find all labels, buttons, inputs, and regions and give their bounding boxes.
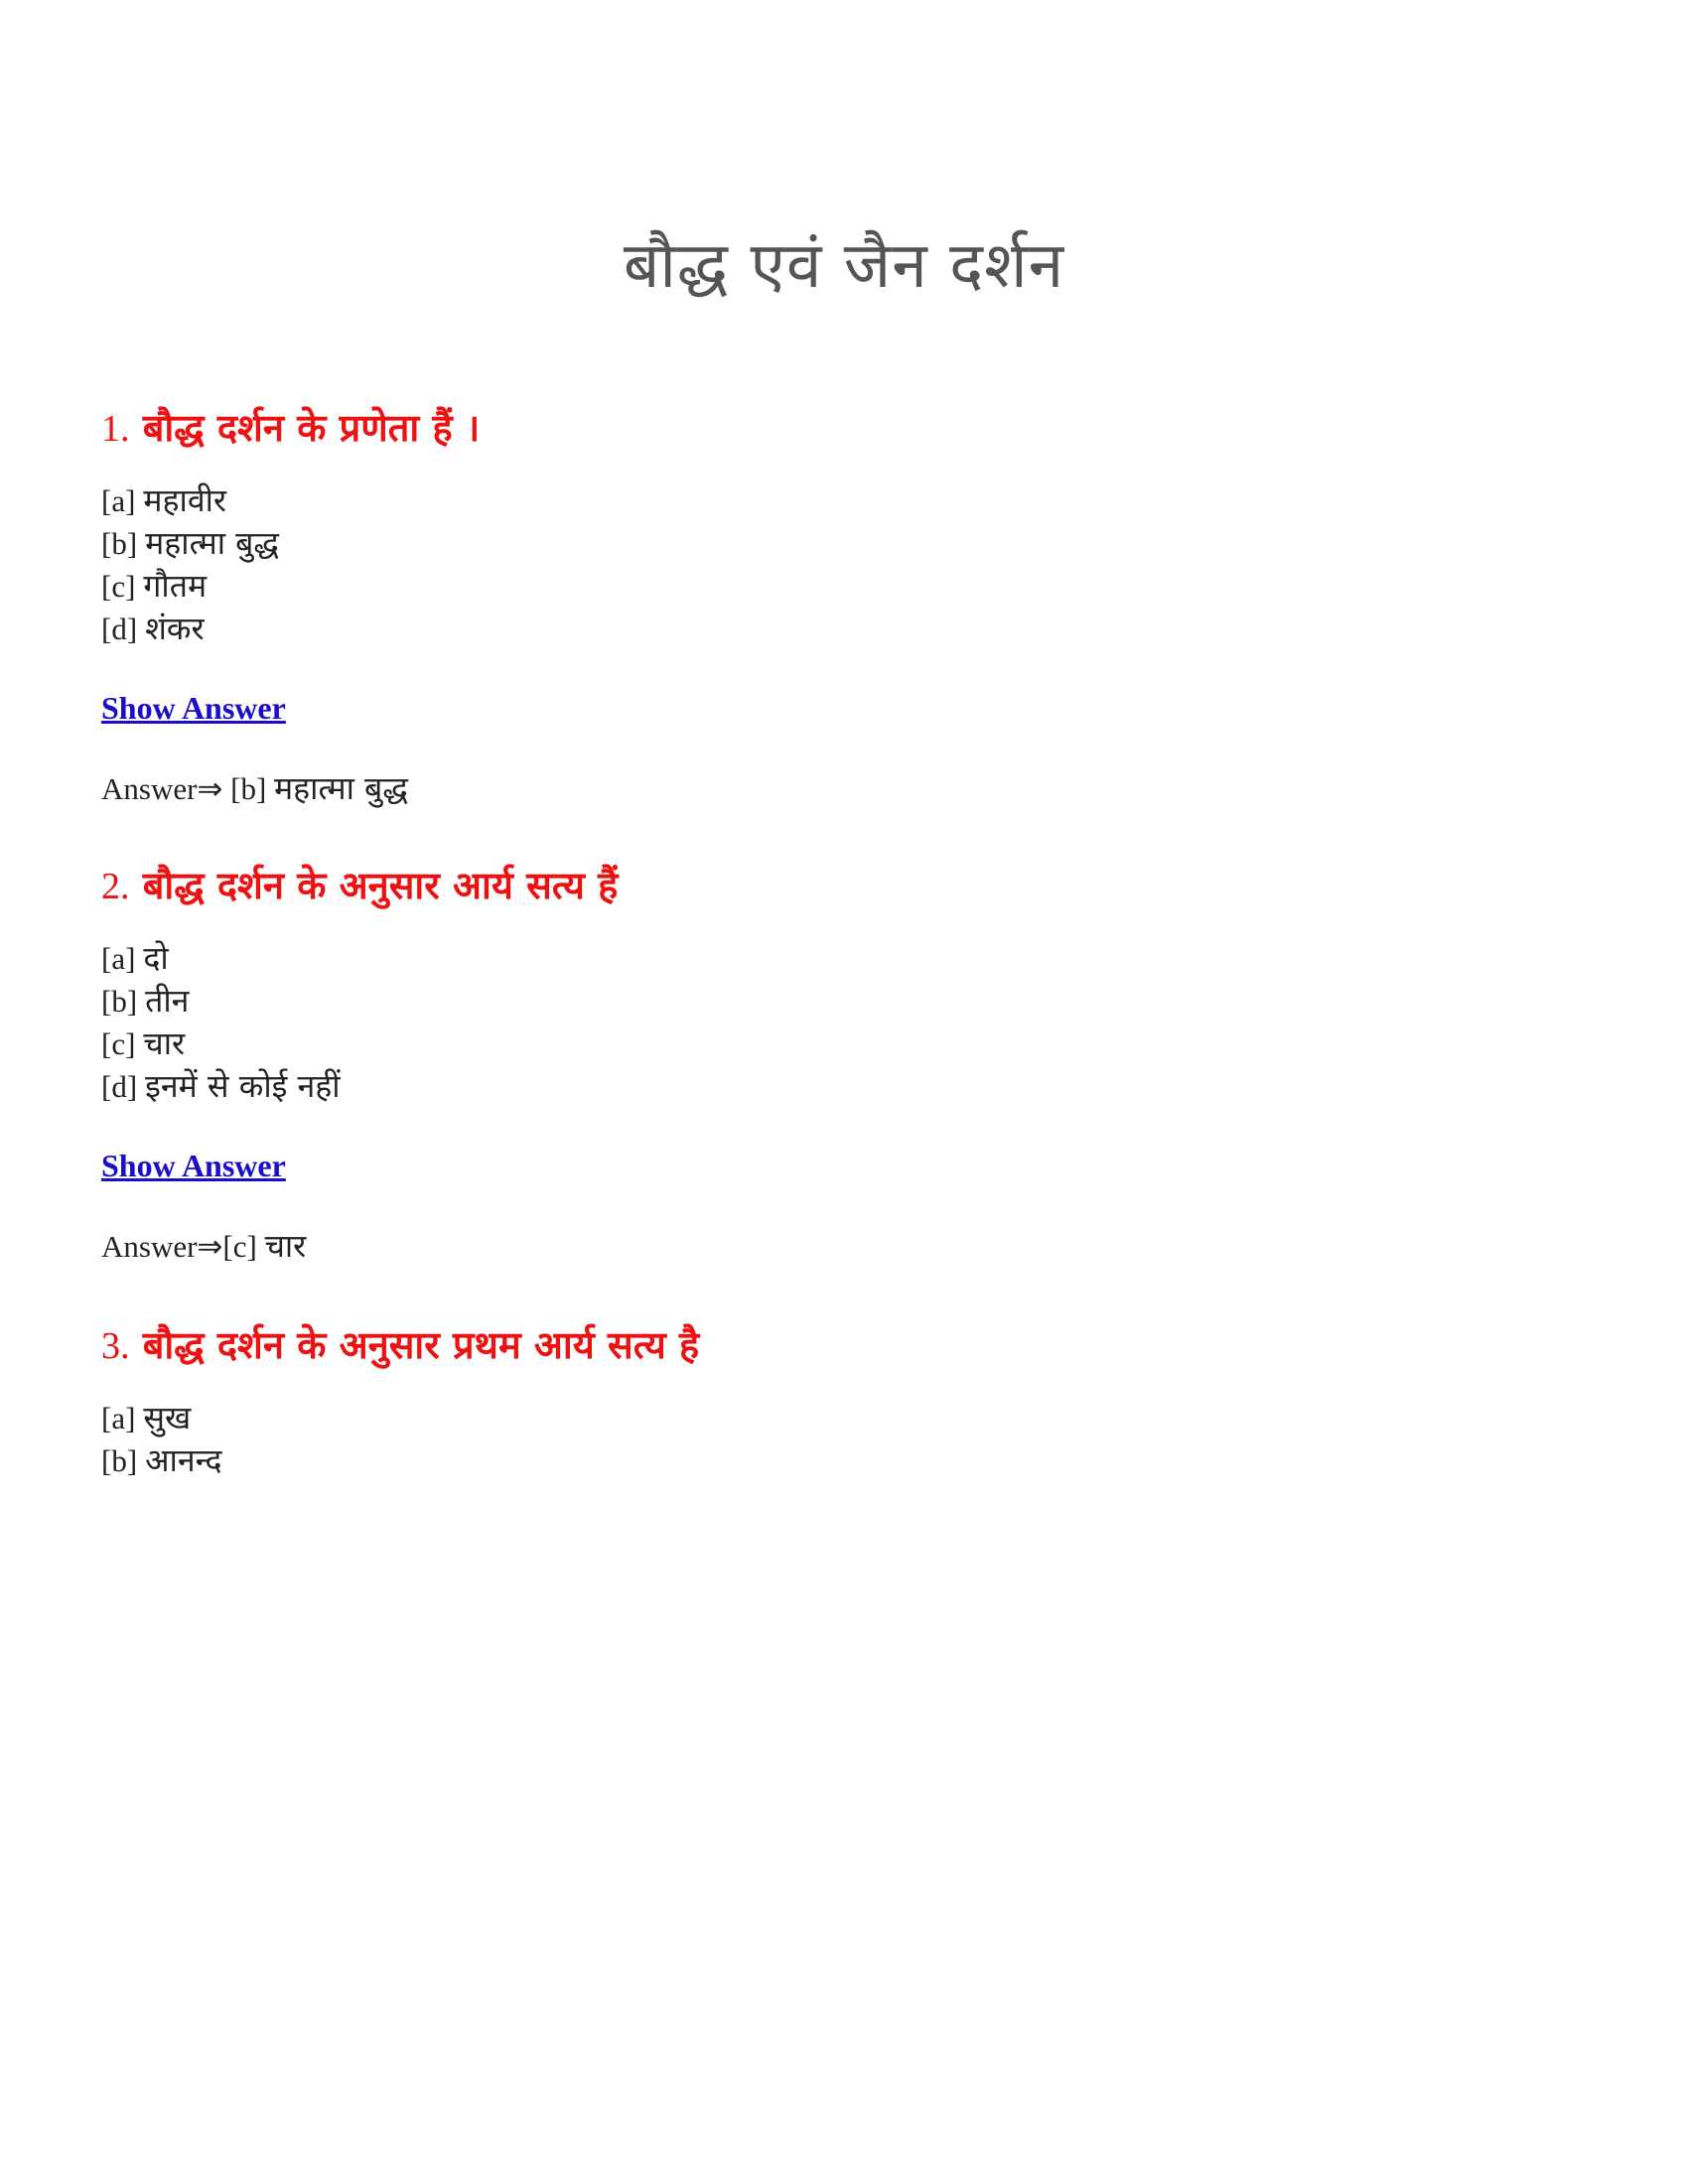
- answer-text: महात्मा बुद्ध: [274, 769, 408, 807]
- option-text: चार: [143, 1024, 186, 1062]
- question-1: [101, 403, 1571, 810]
- option-a: [101, 479, 1571, 522]
- option-key: [c]: [101, 569, 136, 604]
- option-text: दो: [143, 939, 169, 977]
- answer-prefix: Answer⇒ [b]: [101, 771, 267, 806]
- option-text: आनन्द: [145, 1441, 222, 1479]
- question-number: 1.: [101, 408, 130, 450]
- option-key: [d]: [101, 1069, 138, 1104]
- question-heading: [101, 861, 1571, 911]
- option-key: [b]: [101, 1443, 138, 1478]
- option-text: महावीर: [143, 481, 226, 519]
- option-key: [a]: [101, 1401, 136, 1435]
- option-key: [a]: [101, 941, 136, 976]
- option-c: [101, 1023, 1571, 1065]
- question-3: [101, 1320, 1571, 1482]
- question-number: 2.: [101, 866, 130, 907]
- option-d: [101, 608, 1571, 650]
- option-b: [101, 1439, 1571, 1482]
- answer-prefix: Answer⇒[c]: [101, 1229, 257, 1264]
- answer-text: चार: [264, 1227, 307, 1265]
- option-text: शंकर: [145, 610, 205, 647]
- show-answer-link[interactable]: Show Answer: [101, 1148, 286, 1183]
- option-text: इनमें से कोई नहीं: [145, 1067, 341, 1105]
- option-text: सुख: [143, 1399, 192, 1436]
- question-text: बौद्ध दर्शन के अनुसार प्रथम आर्य सत्य है: [142, 1323, 700, 1367]
- options-list: [101, 479, 1571, 650]
- show-answer-link[interactable]: Show Answer: [101, 690, 286, 726]
- option-b: [101, 522, 1571, 565]
- options-list: [101, 937, 1571, 1108]
- option-b: [101, 980, 1571, 1023]
- answer-line: [101, 1225, 1571, 1268]
- question-number: 3.: [101, 1325, 130, 1367]
- option-a: [101, 1397, 1571, 1439]
- question-heading: [101, 403, 1571, 454]
- document-title: बौद्ध एवं जैन दर्शन: [623, 229, 1065, 303]
- question-text: बौद्ध दर्शन के अनुसार आर्य सत्य हैं: [142, 864, 619, 907]
- option-key: [c]: [101, 1026, 136, 1061]
- option-text: गौतम: [143, 567, 208, 605]
- question-2: [101, 861, 1571, 1268]
- question-text: बौद्ध दर्शन के प्रणेता हैं ।: [142, 406, 481, 450]
- options-list: [101, 1397, 1571, 1482]
- option-key: [b]: [101, 526, 138, 561]
- question-heading: [101, 1320, 1571, 1371]
- option-text: तीन: [145, 982, 190, 1020]
- option-key: [d]: [101, 612, 138, 646]
- answer-line: [101, 767, 1571, 810]
- option-key: [b]: [101, 984, 138, 1019]
- option-c: [101, 565, 1571, 608]
- option-key: [a]: [101, 483, 136, 518]
- option-a: [101, 937, 1571, 980]
- option-text: महात्मा बुद्ध: [145, 524, 280, 562]
- option-d: [101, 1065, 1571, 1108]
